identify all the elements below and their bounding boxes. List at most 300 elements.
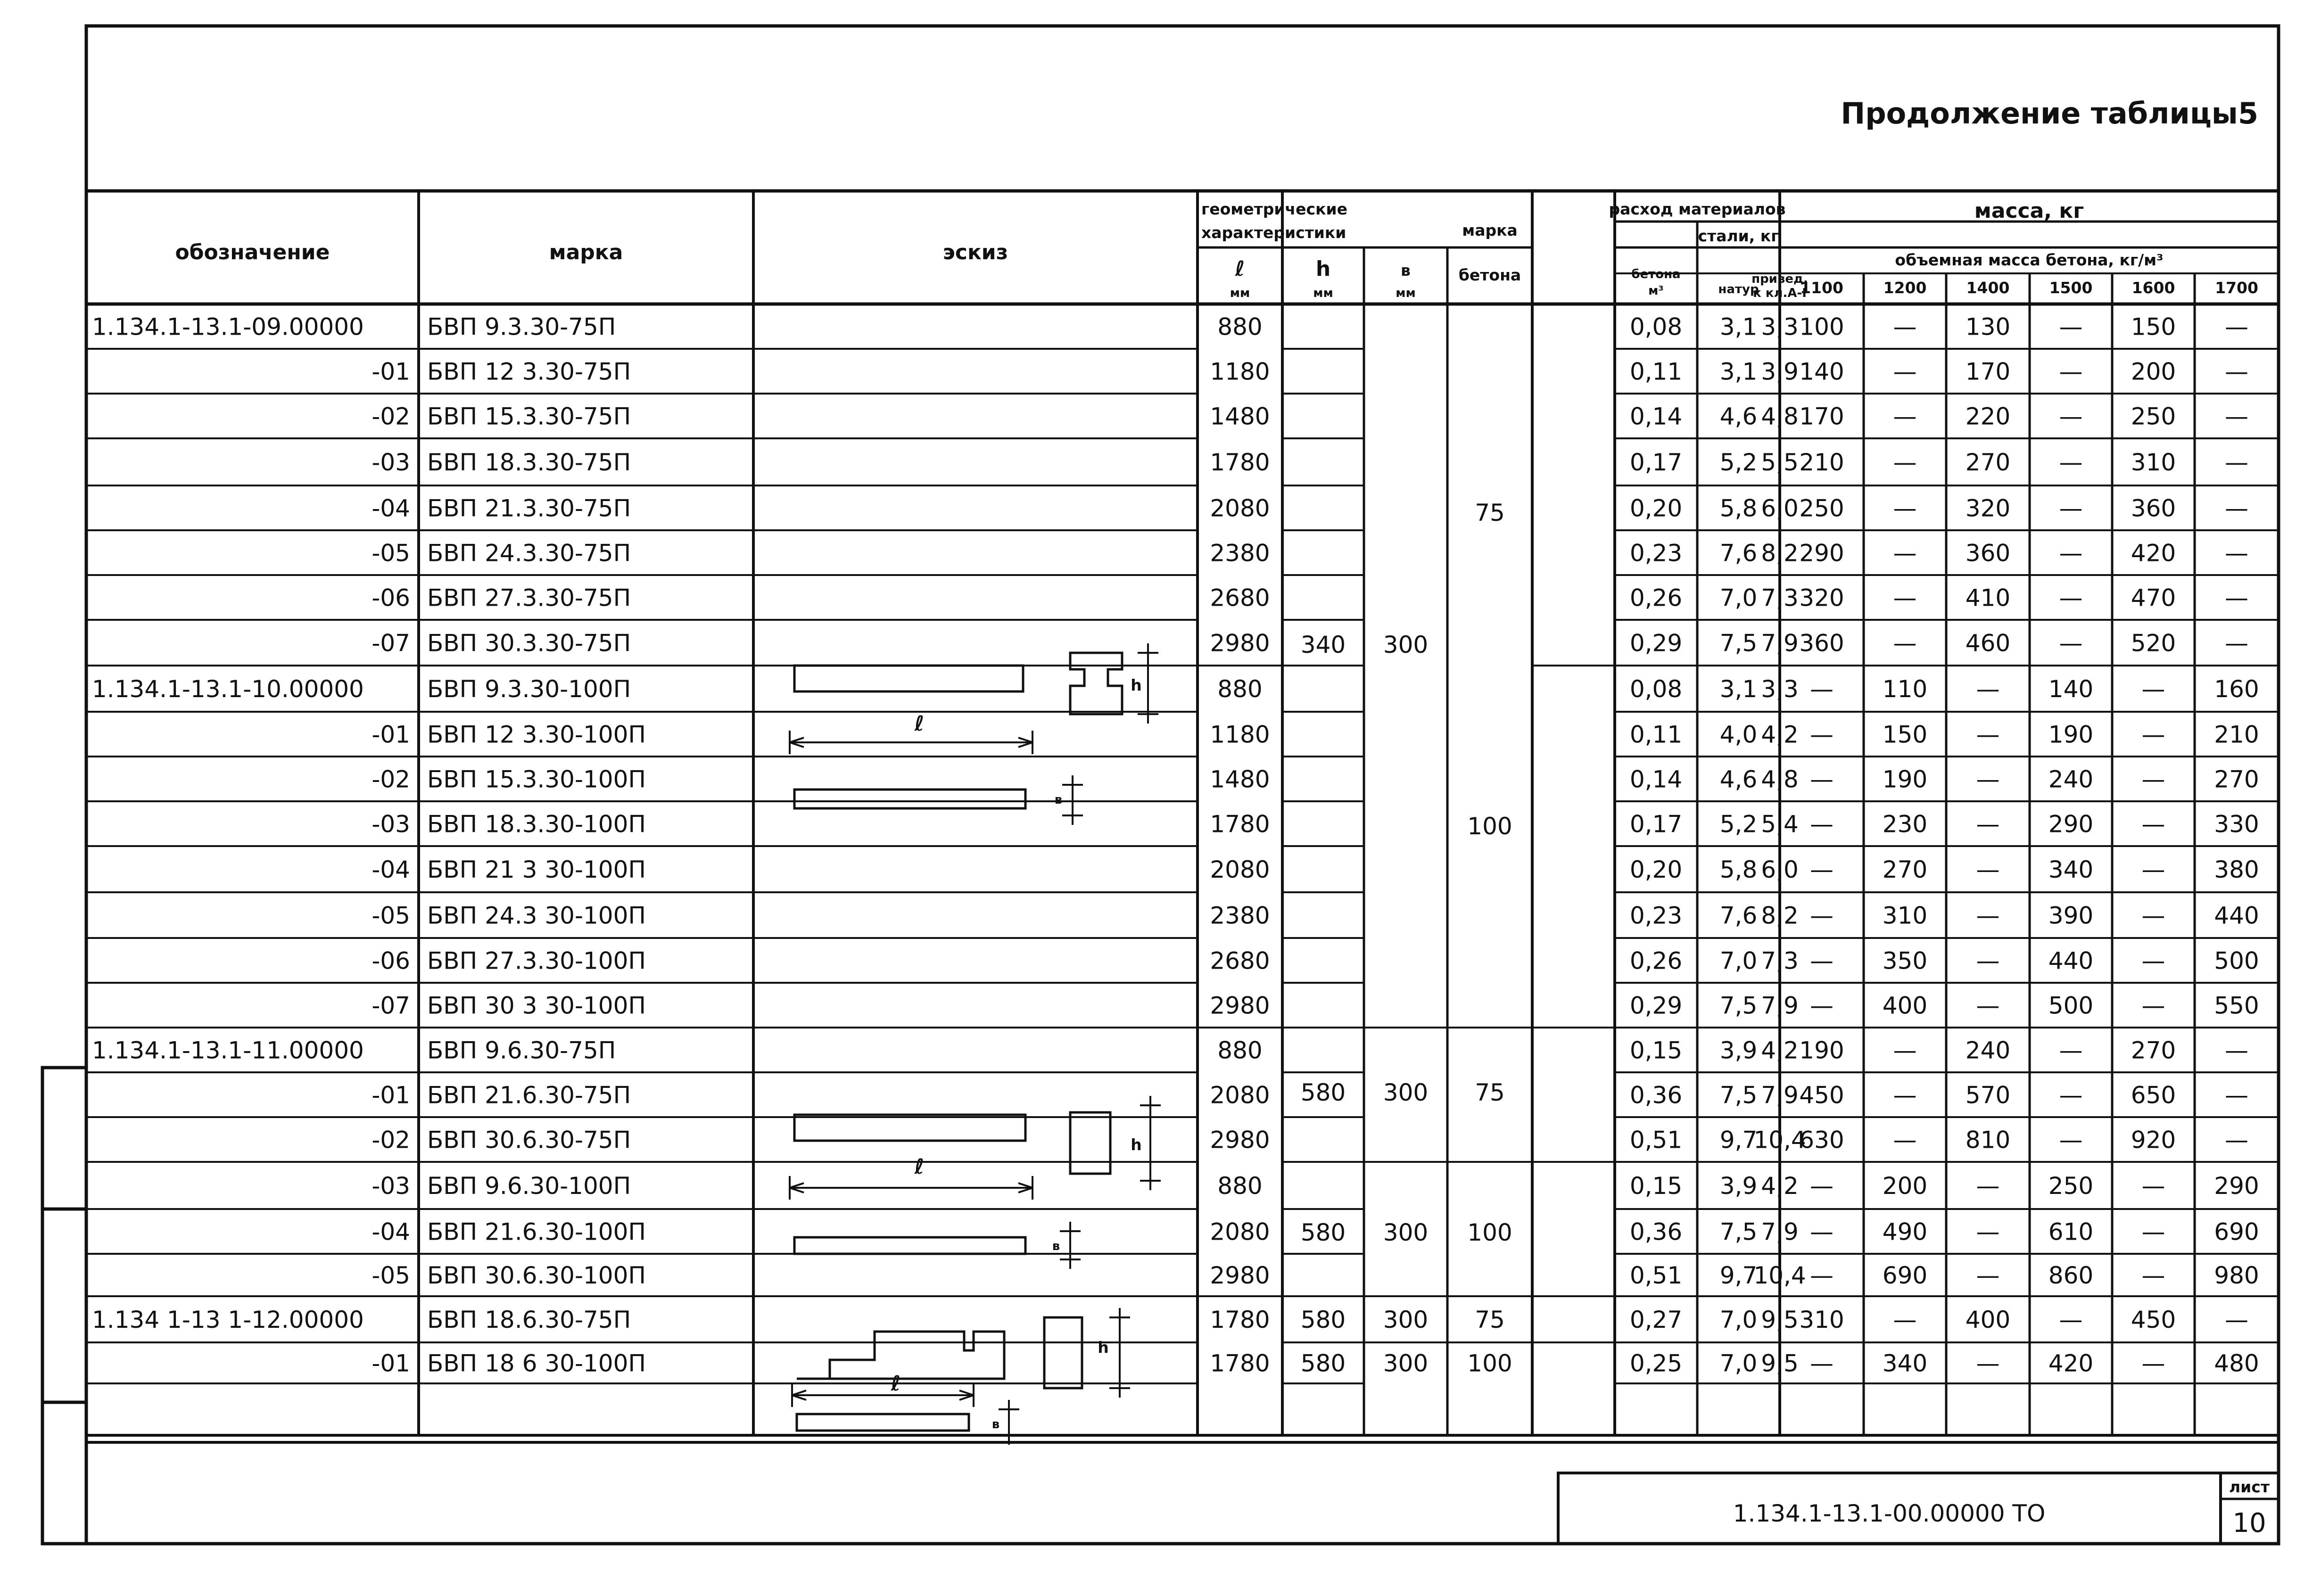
mass-cell: 980: [2214, 1262, 2259, 1289]
steel-reduced-cell: 5,5: [1761, 449, 1799, 476]
header-steel-reduced: привед.: [1751, 272, 1808, 286]
mass-cell: 400: [1965, 1306, 2011, 1333]
length-cell: 2980: [1210, 1126, 1270, 1154]
mass-cell: 150: [2131, 313, 2176, 341]
header-density: объемная масса бетона, кг/м³: [1895, 251, 2164, 269]
designation-cell: -07: [372, 992, 410, 1020]
mass-cell: 450: [1799, 1081, 1844, 1109]
mass-cell: —: [2059, 449, 2083, 476]
steel-natural-cell: 5,2: [1719, 810, 1758, 838]
mass-cell: —: [1893, 358, 1917, 386]
mass-cell: 340: [2048, 856, 2094, 883]
steel-natural-cell: 7,5: [1719, 1081, 1758, 1109]
mass-cell: —: [2141, 1172, 2165, 1200]
beam-elevation: [794, 666, 1023, 691]
mass-cell: 100: [1799, 313, 1844, 341]
mass-cell: —: [1976, 947, 2000, 975]
mass-cell: —: [1810, 1218, 1834, 1246]
mark-cell: БВП 9.3.30-75П: [427, 313, 616, 341]
mark-cell: БВП 15.3.30-75П: [427, 403, 631, 430]
mark-cell: БВП 30 3 30-100П: [427, 992, 646, 1020]
mass-cell: —: [1893, 629, 1917, 657]
mark-cell: БВП 12 3.30-75П: [427, 358, 631, 386]
header-geometry: характеристики: [1201, 223, 1346, 242]
steel-reduced-cell: 6,0: [1761, 494, 1799, 522]
length-cell: 2980: [1210, 992, 1270, 1020]
designation-cell: 1.134.1-13.1-10.00000: [92, 675, 364, 703]
mass-cell: 360: [2131, 494, 2176, 522]
mass-cell: 240: [2048, 765, 2094, 793]
mass-cell: —: [1810, 856, 1834, 883]
mark-cell: БВП 21.3.30-75П: [427, 494, 631, 522]
mark-cell: БВП 27.3.30-75П: [427, 584, 631, 612]
mass-cell: —: [1976, 856, 2000, 883]
document-code: 1.134.1-13.1-00.00000 ТО: [1733, 1500, 2046, 1527]
concrete-cell: 0,29: [1629, 629, 1683, 657]
steel-reduced-cell: 4,2: [1761, 1172, 1799, 1200]
designation-cell: -01: [372, 1349, 410, 1377]
designation-cell: -06: [372, 584, 410, 612]
mass-cell: 230: [1882, 810, 1928, 838]
width-cell: 300: [1383, 1306, 1429, 1333]
mass-cell: —: [1893, 449, 1917, 476]
mass-cell: —: [1976, 1218, 2000, 1246]
mass-cell: —: [2141, 721, 2165, 749]
mark-cell: БВП 15.3.30-100П: [427, 765, 646, 793]
mass-cell: —: [2059, 403, 2083, 430]
mass-cell: 140: [2048, 675, 2094, 703]
concrete-cell: 0,23: [1629, 902, 1683, 930]
mass-cell: —: [2225, 494, 2248, 522]
mass-cell: 480: [2214, 1349, 2259, 1377]
beam-plan: [794, 790, 1025, 808]
mass-cell: 690: [2214, 1218, 2259, 1246]
steel-reduced-cell: 4,2: [1761, 721, 1799, 749]
steel-reduced-cell: 7,3: [1761, 584, 1799, 612]
header-l: ℓ: [1235, 257, 1245, 281]
steel-reduced-cell: 3,9: [1761, 358, 1799, 386]
designation-cell: -04: [372, 1218, 410, 1246]
header-density-value: 1700: [2215, 279, 2258, 297]
steel-reduced-cell: 7,9: [1761, 992, 1799, 1020]
length-cell: 880: [1217, 1172, 1263, 1200]
mass-cell: 270: [1965, 449, 2011, 476]
mass-cell: —: [1810, 675, 1834, 703]
height-cell: 580: [1300, 1079, 1346, 1106]
header-h-unit: мм: [1313, 286, 1333, 300]
length-cell: 1780: [1210, 1349, 1270, 1377]
mark-cell: БВП 12 3.30-100П: [427, 721, 646, 749]
mass-cell: 220: [1965, 403, 2011, 430]
header-sketch: эскиз: [942, 240, 1008, 264]
steel-reduced-cell: 7,3: [1761, 947, 1799, 975]
width-label: в: [1054, 793, 1063, 807]
concrete-cell: 0,11: [1629, 721, 1683, 749]
designation-cell: -05: [372, 1262, 410, 1289]
mass-cell: 170: [1799, 403, 1844, 430]
steel-natural-cell: 7,5: [1719, 992, 1758, 1020]
mass-cell: 290: [2214, 1172, 2259, 1200]
concrete-cell: 0,23: [1629, 539, 1683, 567]
mark-cell: БВП 9.6.30-100П: [427, 1172, 631, 1200]
mass-cell: 470: [2131, 584, 2176, 612]
concrete-cell: 0,26: [1629, 584, 1683, 612]
mass-cell: —: [2225, 539, 2248, 567]
length-cell: 1180: [1210, 721, 1270, 749]
beam-plan: [794, 1237, 1025, 1254]
mass-cell: —: [2059, 1306, 2083, 1333]
concrete-cell: 0,25: [1629, 1349, 1683, 1377]
concrete-cell: 0,17: [1629, 449, 1683, 476]
mass-cell: 250: [1799, 494, 1844, 522]
steel-natural-cell: 4,6: [1719, 765, 1758, 793]
steel-natural-cell: 7,6: [1719, 902, 1758, 930]
mass-cell: 570: [1965, 1081, 2011, 1109]
mass-cell: —: [1810, 947, 1834, 975]
mark-cell: БВП 24.3.30-75П: [427, 539, 631, 567]
header-density-value: 1400: [1966, 279, 2010, 297]
mass-cell: —: [1976, 1172, 2000, 1200]
mass-cell: 400: [1882, 992, 1928, 1020]
mass-cell: 310: [2131, 449, 2176, 476]
mass-cell: 290: [2048, 810, 2094, 838]
steel-reduced-cell: 4,2: [1761, 1037, 1799, 1064]
mass-cell: —: [1893, 584, 1917, 612]
mass-cell: —: [2059, 1037, 2083, 1064]
mark-cell: БВП 30.3.30-75П: [427, 629, 631, 657]
mass-cell: 250: [2048, 1172, 2094, 1200]
mass-cell: —: [2225, 584, 2248, 612]
mass-cell: —: [1976, 721, 2000, 749]
designation-cell: -05: [372, 902, 410, 930]
grade-cell: 100: [1467, 1219, 1512, 1246]
mass-cell: —: [2225, 449, 2248, 476]
designation-cell: -01: [372, 358, 410, 386]
steel-reduced-cell: 4,8: [1761, 765, 1799, 793]
mass-cell: 380: [2214, 856, 2259, 883]
mass-cell: —: [1976, 810, 2000, 838]
length-cell: 2680: [1210, 584, 1270, 612]
mass-cell: —: [2141, 810, 2165, 838]
steel-reduced-cell: 6,0: [1761, 856, 1799, 883]
mass-cell: 350: [1882, 947, 1928, 975]
concrete-cell: 0,27: [1629, 1306, 1683, 1333]
length-cell: 1180: [1210, 358, 1270, 386]
mass-cell: 360: [1799, 629, 1844, 657]
steel-natural-cell: 7,0: [1719, 1306, 1758, 1333]
mass-cell: —: [1976, 902, 2000, 930]
steel-reduced-cell: 8,2: [1761, 902, 1799, 930]
mass-cell: —: [2059, 494, 2083, 522]
mass-cell: 420: [2131, 539, 2176, 567]
header-b-unit: мм: [1396, 286, 1416, 300]
mass-cell: 270: [2131, 1037, 2176, 1064]
mass-cell: 690: [1882, 1262, 1928, 1289]
mass-cell: 210: [1799, 449, 1844, 476]
mass-cell: 210: [2214, 721, 2259, 749]
mass-cell: —: [2225, 629, 2248, 657]
mass-cell: 190: [1799, 1037, 1844, 1064]
mass-cell: 650: [2131, 1081, 2176, 1109]
mass-cell: 440: [2048, 947, 2094, 975]
mass-cell: 190: [1882, 765, 1928, 793]
mass-cell: 190: [2048, 721, 2094, 749]
header-density-value: 1100: [1800, 279, 1843, 297]
steel-reduced-cell: 5,4: [1761, 810, 1799, 838]
mass-cell: —: [1976, 765, 2000, 793]
mass-cell: —: [1893, 539, 1917, 567]
concrete-cell: 0,29: [1629, 992, 1683, 1020]
header-concrete-mark: марка: [1462, 221, 1518, 239]
sketch-column: [790, 643, 1161, 1445]
length-cell: 2680: [1210, 947, 1270, 975]
designation-cell: -01: [372, 721, 410, 749]
mass-cell: 810: [1965, 1126, 2011, 1154]
mass-cell: —: [1976, 675, 2000, 703]
mass-cell: —: [2141, 765, 2165, 793]
mass-cell: 170: [1965, 358, 2011, 386]
length-cell: 2080: [1210, 1081, 1270, 1109]
steel-reduced-cell: 3,3: [1761, 313, 1799, 341]
mass-cell: 110: [1882, 675, 1928, 703]
mass-cell: —: [2059, 1126, 2083, 1154]
concrete-cell: 0,15: [1629, 1037, 1683, 1064]
designation-cell: -06: [372, 947, 410, 975]
beam-elevation: [794, 1115, 1025, 1141]
mark-cell: БВП 18.3.30-75П: [427, 449, 631, 476]
mass-cell: 500: [2214, 947, 2259, 975]
header-l-unit: мм: [1230, 286, 1250, 300]
mass-cell: 130: [1965, 313, 2011, 341]
header-concrete-volume: бетона: [1631, 267, 1681, 281]
width-label: в: [991, 1417, 1000, 1431]
mass-cell: 310: [1799, 1306, 1844, 1333]
designation-cell: -05: [372, 539, 410, 567]
height-cell: 340: [1300, 631, 1346, 658]
beam-cross-section: [1070, 653, 1122, 714]
mass-cell: —: [1810, 992, 1834, 1020]
height-label: h: [1131, 1135, 1142, 1154]
mass-cell: 860: [2048, 1262, 2094, 1289]
steel-natural-cell: 7,6: [1719, 539, 1758, 567]
mass-cell: —: [2141, 1349, 2165, 1377]
header-geometry: геометрические: [1201, 200, 1348, 218]
length-cell: 2080: [1210, 494, 1270, 522]
length-cell: 2980: [1210, 1262, 1270, 1289]
width-cell: 300: [1383, 631, 1429, 658]
mass-cell: —: [2225, 358, 2248, 386]
steel-natural-cell: 3,1: [1719, 313, 1758, 341]
mass-cell: 240: [1965, 1037, 2011, 1064]
mass-cell: —: [1976, 1349, 2000, 1377]
steel-natural-cell: 9,7: [1719, 1262, 1758, 1289]
mass-cell: —: [2141, 856, 2165, 883]
header-density-value: 1200: [1883, 279, 1927, 297]
steel-reduced-cell: 10,4: [1753, 1262, 1806, 1289]
designation-cell: 1.134 1-13 1-12.00000: [92, 1306, 364, 1333]
mass-cell: 270: [2214, 765, 2259, 793]
mark-cell: БВП 18 6 30-100П: [427, 1349, 646, 1377]
header-density-value: 1600: [2131, 279, 2175, 297]
designation-cell: -02: [372, 403, 410, 430]
sheet-number: 10: [2232, 1508, 2266, 1538]
mass-cell: —: [2141, 675, 2165, 703]
mass-cell: —: [1810, 1262, 1834, 1289]
mass-cell: 310: [1882, 902, 1928, 930]
header-materials: расход материалов: [1609, 200, 1786, 218]
mass-cell: —: [2141, 1262, 2165, 1289]
mass-cell: —: [2225, 1126, 2248, 1154]
grade-cell: 75: [1475, 499, 1505, 527]
mass-cell: 150: [1882, 721, 1928, 749]
concrete-cell: 0,14: [1629, 765, 1683, 793]
mass-cell: 610: [2048, 1218, 2094, 1246]
designation-cell: 1.134.1-13.1-09.00000: [92, 313, 364, 341]
length-cell: 1480: [1210, 765, 1270, 793]
mass-cell: —: [1976, 992, 2000, 1020]
mass-cell: 550: [2214, 992, 2259, 1020]
mark-cell: БВП 18.3.30-100П: [427, 810, 646, 838]
designation-cell: -03: [372, 1172, 410, 1200]
mass-cell: —: [1893, 1081, 1917, 1109]
mass-cell: —: [1810, 721, 1834, 749]
width-cell: 300: [1383, 1349, 1429, 1377]
table-grid: [86, 191, 2279, 1442]
mass-cell: —: [2141, 902, 2165, 930]
mass-cell: 360: [1965, 539, 2011, 567]
height-label: h: [1131, 676, 1142, 694]
length-cell: 880: [1217, 1037, 1263, 1064]
steel-natural-cell: 9,7: [1719, 1126, 1758, 1154]
mark-cell: БВП 9.6.30-75П: [427, 1037, 616, 1064]
header-steel-reduced: к кл.А-I: [1753, 286, 1807, 300]
mass-cell: —: [2225, 1037, 2248, 1064]
header-mass: масса, кг: [1974, 199, 2084, 223]
header-designation: обозначение: [175, 240, 330, 264]
beam-plan: [797, 1414, 969, 1431]
mass-cell: 200: [1882, 1172, 1928, 1200]
designation-cell: -03: [372, 449, 410, 476]
length-cell: 2980: [1210, 629, 1270, 657]
width-label: в: [1052, 1239, 1060, 1253]
mass-cell: —: [2059, 313, 2083, 341]
mass-cell: —: [1893, 494, 1917, 522]
concrete-cell: 0,51: [1629, 1262, 1683, 1289]
concrete-cell: 0,20: [1629, 856, 1683, 883]
length-label: ℓ: [914, 712, 925, 736]
designation-cell: -07: [372, 629, 410, 657]
mass-cell: —: [2059, 1081, 2083, 1109]
concrete-cell: 0,20: [1629, 494, 1683, 522]
concrete-cell: 0,08: [1629, 675, 1683, 703]
designation-cell: -03: [372, 810, 410, 838]
mass-cell: 420: [2048, 1349, 2094, 1377]
mass-cell: —: [1893, 1306, 1917, 1333]
mass-cell: —: [1893, 313, 1917, 341]
mass-cell: —: [1810, 765, 1834, 793]
mass-cell: 340: [1882, 1349, 1928, 1377]
steel-reduced-cell: 8,2: [1761, 539, 1799, 567]
steel-natural-cell: 7,5: [1719, 629, 1758, 657]
header-density-value: 1500: [2049, 279, 2093, 297]
steel-reduced-cell: 9,5: [1761, 1306, 1799, 1333]
mass-cell: —: [1810, 902, 1834, 930]
height-label: h: [1098, 1338, 1109, 1357]
height-cell: 580: [1300, 1306, 1346, 1333]
left-margin-strip: [42, 1068, 86, 1544]
mass-cell: —: [1976, 1262, 2000, 1289]
length-cell: 2080: [1210, 1218, 1270, 1246]
concrete-cell: 0,51: [1629, 1126, 1683, 1154]
steel-reduced-cell: 7,9: [1761, 629, 1799, 657]
header-b: в: [1401, 261, 1411, 280]
steel-reduced-cell: 10,4: [1753, 1126, 1806, 1154]
mass-cell: —: [1893, 403, 1917, 430]
concrete-cell: 0,17: [1629, 810, 1683, 838]
mark-cell: БВП 21 3 30-100П: [427, 856, 646, 883]
mass-cell: —: [2059, 629, 2083, 657]
steel-natural-cell: 4,0: [1719, 721, 1758, 749]
designation-cell: -04: [372, 856, 410, 883]
mass-cell: —: [2059, 358, 2083, 386]
mark-cell: БВП 30.6.30-100П: [427, 1262, 646, 1289]
mark-cell: БВП 30.6.30-75П: [427, 1126, 631, 1154]
header-h: h: [1315, 257, 1331, 281]
header-concrete-volume: м³: [1648, 284, 1664, 298]
mass-cell: 450: [2131, 1306, 2176, 1333]
mass-cell: —: [2141, 1218, 2165, 1246]
mark-cell: БВП 9.3.30-100П: [427, 675, 631, 703]
mass-cell: —: [1810, 1349, 1834, 1377]
steel-natural-cell: 5,8: [1719, 856, 1758, 883]
steel-natural-cell: 7,0: [1719, 1349, 1758, 1377]
concrete-cell: 0,36: [1629, 1081, 1683, 1109]
steel-reduced-cell: 7,9: [1761, 1218, 1799, 1246]
header-steel: стали, кг: [1698, 227, 1779, 245]
mark-cell: БВП 21.6.30-75П: [427, 1081, 631, 1109]
mass-cell: 500: [2048, 992, 2094, 1020]
steel-natural-cell: 4,6: [1719, 403, 1758, 430]
header-mark: марка: [549, 240, 623, 264]
steel-natural-cell: 7,5: [1719, 1218, 1758, 1246]
length-cell: 880: [1217, 313, 1263, 341]
concrete-cell: 0,11: [1629, 358, 1683, 386]
length-cell: 1780: [1210, 1306, 1270, 1333]
designation-cell: -01: [372, 1081, 410, 1109]
mass-cell: 920: [2131, 1126, 2176, 1154]
grade-cell: 100: [1467, 1349, 1512, 1377]
concrete-cell: 0,14: [1629, 403, 1683, 430]
mass-cell: —: [2059, 539, 2083, 567]
length-cell: 1780: [1210, 449, 1270, 476]
mark-cell: БВП 24.3 30-100П: [427, 902, 646, 930]
concrete-cell: 0,08: [1629, 313, 1683, 341]
length-cell: 1780: [1210, 810, 1270, 838]
designation-cell: -04: [372, 494, 410, 522]
mass-cell: 290: [1799, 539, 1844, 567]
mass-cell: —: [2059, 584, 2083, 612]
steel-natural-cell: 5,8: [1719, 494, 1758, 522]
steel-reduced-cell: 7,9: [1761, 1081, 1799, 1109]
steel-natural-cell: 3,9: [1719, 1172, 1758, 1200]
concrete-cell: 0,15: [1629, 1172, 1683, 1200]
mass-cell: 520: [2131, 629, 2176, 657]
designation-cell: -02: [372, 1126, 410, 1154]
length-label: ℓ: [891, 1372, 901, 1396]
mass-cell: —: [2141, 992, 2165, 1020]
mass-cell: —: [2225, 1081, 2248, 1109]
length-cell: 2080: [1210, 856, 1270, 883]
